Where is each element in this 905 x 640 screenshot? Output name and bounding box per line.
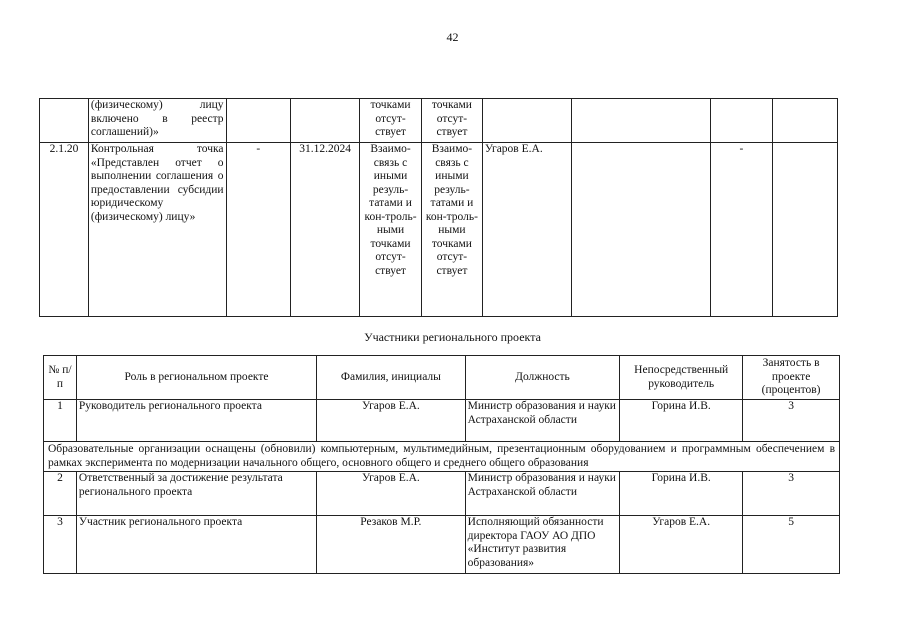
row-name: Резаков М.Р. — [317, 516, 466, 574]
row-position: Министр образования и науки Астраханской области — [465, 400, 620, 442]
relation-cell: Взаимо-связь с иными резуль-татами и кон-троль-ными точками отсут-ствует — [360, 143, 422, 317]
row-role: Участник регионального проекта — [76, 516, 316, 574]
header-load: Занятость в проекте (процентов) — [743, 356, 840, 400]
table-cell: (физическому) лицу включено в реестр соглашений)» — [88, 99, 226, 143]
header-num: № п/п — [44, 356, 77, 400]
participants-table — [43, 355, 840, 574]
row-position: Исполняющий обязанности директора ГАОУ АО ДПО «Институт развития образования» — [465, 516, 620, 574]
row-manager: Угаров Е.А. — [620, 516, 743, 574]
section-title: Участники регионального проекта — [364, 330, 541, 344]
table-cell — [571, 99, 710, 143]
responsible-person: Угаров Е.А. — [482, 143, 571, 317]
table-cell — [571, 143, 710, 317]
table-row — [44, 400, 840, 442]
row-load: 3 — [743, 400, 840, 442]
header-row — [44, 356, 840, 400]
row-name: Угаров Е.А. — [317, 400, 466, 442]
table-cell — [773, 143, 838, 317]
table-cell: точками отсут-ствует — [360, 99, 422, 143]
table-cell — [710, 99, 773, 143]
header-name: Фамилия, инициалы — [317, 356, 466, 400]
table-cell — [226, 99, 291, 143]
start-date: - — [226, 143, 291, 317]
row-number: 2.1.20 — [40, 143, 89, 317]
row-name: Угаров Е.А. — [317, 472, 466, 516]
row-position: Министр образования и науки Астраханской области — [465, 472, 620, 516]
page-number: 42 — [446, 30, 459, 44]
table-cell — [40, 99, 89, 143]
control-point-name: Контрольная точка «Представлен отчет о выполнении соглашения о предоставлении субсидии юридическому (физическому) лицу» — [88, 143, 226, 317]
table-cell — [291, 99, 360, 143]
row-manager: Горина И.В. — [620, 400, 743, 442]
table-row — [44, 472, 840, 516]
header-position: Должность — [465, 356, 620, 400]
table-cell — [773, 99, 838, 143]
row-load: 3 — [743, 472, 840, 516]
table-row — [40, 99, 838, 143]
row-num: 1 — [44, 400, 77, 442]
relation-cell: Взаимо-связь с иными резуль-татами и кон-троль-ными точками отсут-ствует — [421, 143, 482, 317]
note-row — [44, 442, 840, 472]
table-cell: - — [710, 143, 773, 317]
header-role: Роль в региональном проекте — [76, 356, 316, 400]
row-role: Руководитель регионального проекта — [76, 400, 316, 442]
row-manager: Горина И.В. — [620, 472, 743, 516]
header-manager: Непосредственный руководитель — [620, 356, 743, 400]
end-date: 31.12.2024 — [291, 143, 360, 317]
table-row — [40, 143, 838, 317]
result-description: Образовательные организации оснащены (обновили) компьютерным, мультимедийным, презентационным оборудованием и программным обеспечением в рамках эксперимента по модернизации начального общего, основного общего и среднего общего образования — [44, 442, 840, 472]
table-cell — [482, 99, 571, 143]
table-row — [44, 516, 840, 574]
row-load: 5 — [743, 516, 840, 574]
table-cell: точками отсут-ствует — [421, 99, 482, 143]
control-points-table — [39, 98, 838, 317]
row-num: 2 — [44, 472, 77, 516]
row-num: 3 — [44, 516, 77, 574]
row-role: Ответственный за достижение результата регионального проекта — [76, 472, 316, 516]
